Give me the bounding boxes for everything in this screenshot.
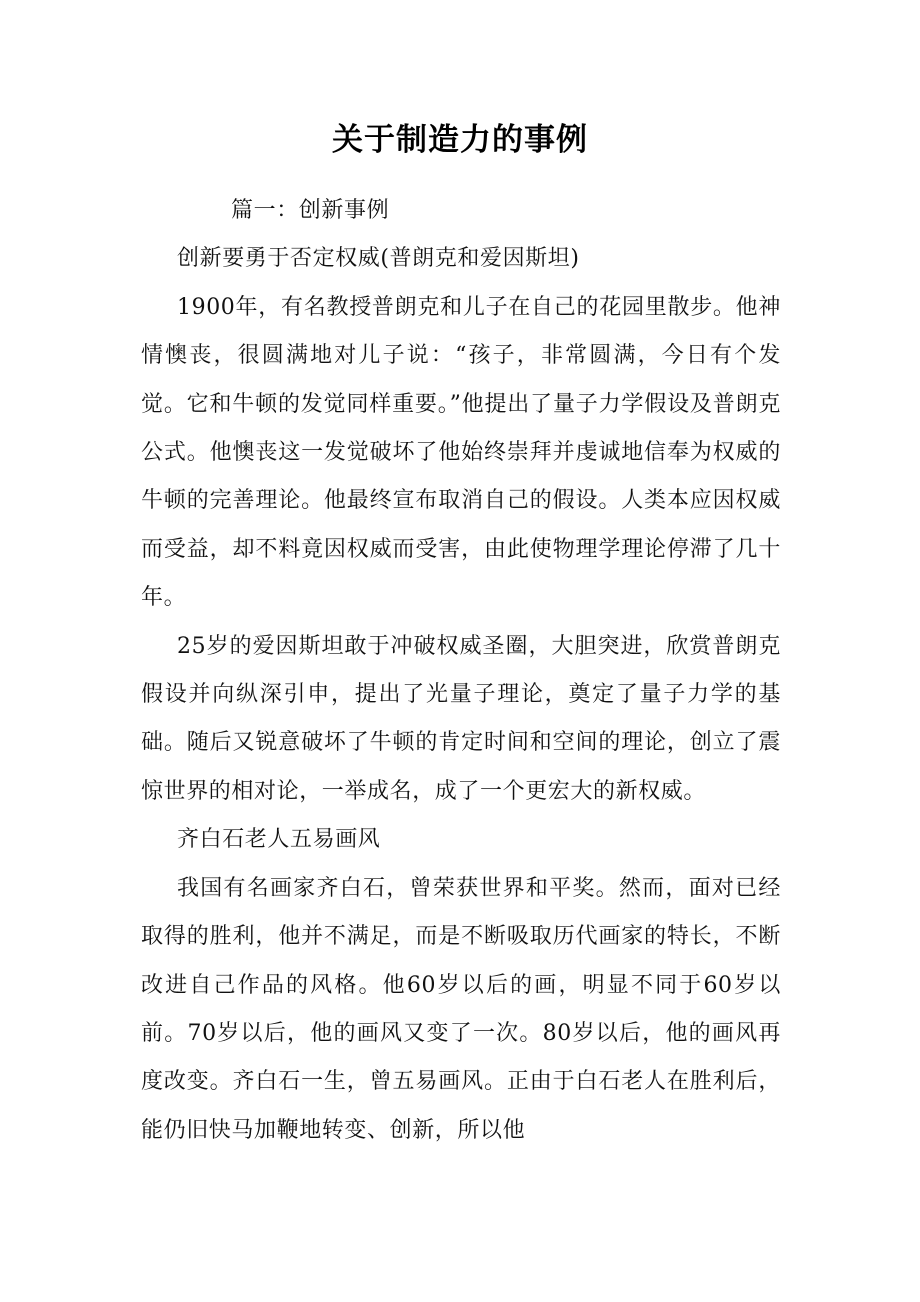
story-heading: 齐白石老人五易画风 — [177, 827, 381, 853]
story-heading: 创新要勇于否定权威(普朗克和爱因斯坦) — [177, 246, 580, 272]
body-paragraph: 25岁的爱因斯坦敢于冲破权威圣圈，大胆突进，欣赏普朗克假设并向纵深引申，提出了光量子理论，奠定了量子力学的基础。随后又锐意破坏了牛顿的肯定时间和空间的理论，创立了震惊世界的相对论，一举成名，成了一个更宏大的新权威。 — [141, 633, 781, 804]
page-title: 关于制造力的事例 — [332, 122, 588, 158]
body-paragraph: 我国有名画家齐白石，曾荣获世界和平奖。然而，面对已经取得的胜利，他并不满足，而是不断吸取历代画家的特长，不断改进自己作品的风格。他60岁以后的画，明显不同于60岁以前。70岁以后，他的画风又变了一次。80岁以后，他的画风再度改变。齐白石一生，曾五易画风。正由于白石老人在胜利后，能仍旧快马加鞭地转变、创新，所以他 — [141, 875, 781, 1143]
body-paragraph: 1900年，有名教授普朗克和儿子在自己的花园里散步。他神情懊丧，很圆满地对儿子说：“孩子，非常圆满，今日有个发觉。它和牛顿的发觉同样重要。”他提出了量子力学假设及普朗克公式。他懊丧这一发觉破坏了他始终崇拜并虔诚地信奉为权威的牛顿的完善理论。他最终宣布取消自己的假设。人类本应因权威而受益，却不料竟因权威而受害，由此使物理学理论停滞了几十年。 — [141, 294, 781, 611]
section-heading: 篇一：创新事例 — [231, 198, 390, 223]
document-body — [141, 187, 781, 1155]
